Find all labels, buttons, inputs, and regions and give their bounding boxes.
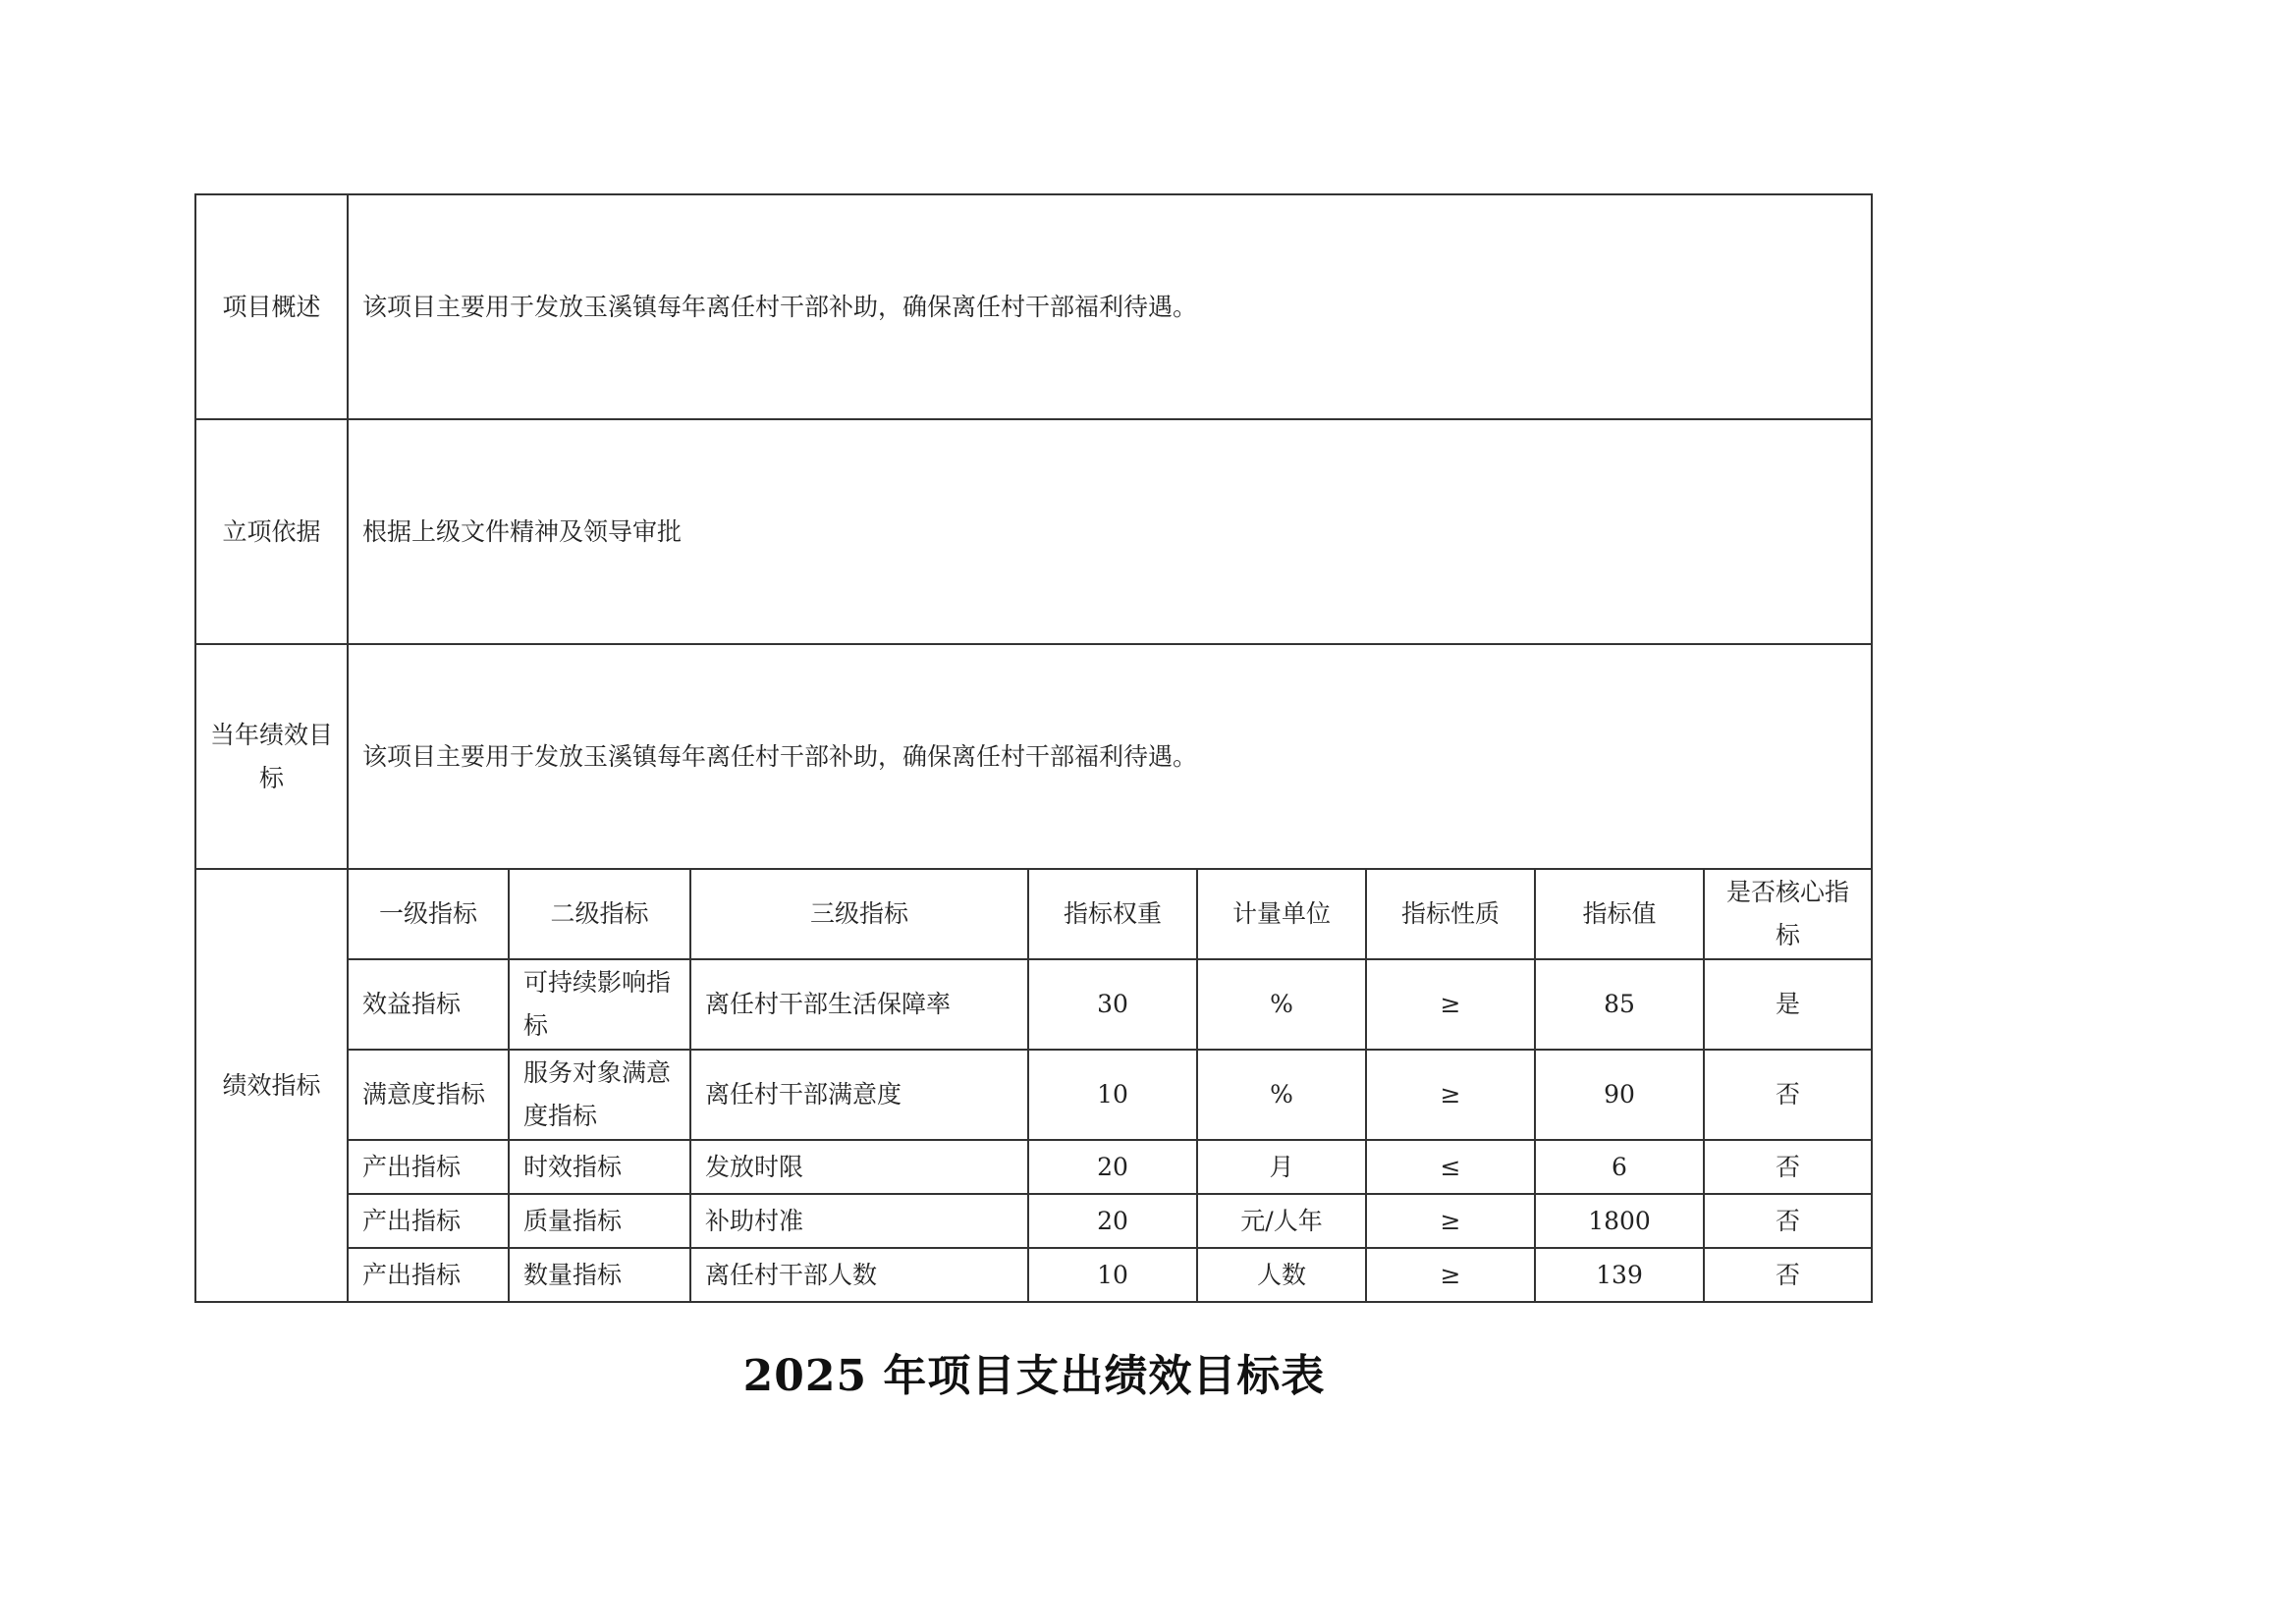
header-unit: 计量单位 bbox=[1197, 869, 1366, 959]
indicators-label: 绩效指标 bbox=[195, 869, 348, 1302]
level3-cell: 离任村干部生活保障率 bbox=[690, 959, 1028, 1050]
level2-cell: 可持续影响指标 bbox=[509, 959, 690, 1050]
annual-goal-text: 该项目主要用于发放玉溪镇每年离任村干部补助，确保离任村干部福利待遇。 bbox=[348, 644, 1872, 869]
table-row bbox=[195, 959, 1872, 1050]
level3-cell: 离任村干部满意度 bbox=[690, 1050, 1028, 1140]
overview-text: 该项目主要用于发放玉溪镇每年离任村干部补助，确保离任村干部福利待遇。 bbox=[348, 194, 1872, 419]
nature-cell: ≥ bbox=[1366, 1194, 1535, 1248]
value-cell: 1800 bbox=[1535, 1194, 1704, 1248]
level1-cell: 满意度指标 bbox=[348, 1050, 509, 1140]
level2-cell: 数量指标 bbox=[509, 1248, 690, 1302]
header-weight: 指标权重 bbox=[1028, 869, 1197, 959]
level2-cell: 质量指标 bbox=[509, 1194, 690, 1248]
header-value: 指标值 bbox=[1535, 869, 1704, 959]
overview-label: 项目概述 bbox=[195, 194, 348, 419]
level3-cell: 补助村准 bbox=[690, 1194, 1028, 1248]
table-row bbox=[195, 1194, 1872, 1248]
level2-cell: 服务对象满意度指标 bbox=[509, 1050, 690, 1140]
document-title: 2025 年项目支出绩效目标表 bbox=[742, 1351, 1326, 1401]
indicator-header-row bbox=[195, 869, 1872, 959]
value-cell: 6 bbox=[1535, 1140, 1704, 1194]
weight-cell: 20 bbox=[1028, 1194, 1197, 1248]
table-row bbox=[195, 1140, 1872, 1194]
core-cell: 否 bbox=[1704, 1050, 1872, 1140]
basis-label: 立项依据 bbox=[195, 419, 348, 644]
level3-cell: 发放时限 bbox=[690, 1140, 1028, 1194]
nature-cell: ≥ bbox=[1366, 1050, 1535, 1140]
level3-cell: 离任村干部人数 bbox=[690, 1248, 1028, 1302]
nature-cell: ≤ bbox=[1366, 1140, 1535, 1194]
header-level2: 二级指标 bbox=[509, 869, 690, 959]
performance-target-table bbox=[194, 193, 1873, 1303]
level1-cell: 产出指标 bbox=[348, 1248, 509, 1302]
weight-cell: 30 bbox=[1028, 959, 1197, 1050]
level1-cell: 效益指标 bbox=[348, 959, 509, 1050]
annual-goal-label: 当年绩效目标 bbox=[195, 644, 348, 869]
level1-cell: 产出指标 bbox=[348, 1140, 509, 1194]
nature-cell: ≥ bbox=[1366, 1248, 1535, 1302]
header-level1: 一级指标 bbox=[348, 869, 509, 959]
unit-cell: % bbox=[1197, 1050, 1366, 1140]
header-nature: 指标性质 bbox=[1366, 869, 1535, 959]
value-cell: 90 bbox=[1535, 1050, 1704, 1140]
overview-row bbox=[195, 194, 1872, 419]
table-row bbox=[195, 1248, 1872, 1302]
weight-cell: 20 bbox=[1028, 1140, 1197, 1194]
basis-row bbox=[195, 419, 1872, 644]
core-cell: 否 bbox=[1704, 1248, 1872, 1302]
header-core: 是否核心指标 bbox=[1704, 869, 1872, 959]
annual-goal-row bbox=[195, 644, 1872, 869]
unit-cell: 月 bbox=[1197, 1140, 1366, 1194]
weight-cell: 10 bbox=[1028, 1050, 1197, 1140]
level2-cell: 时效指标 bbox=[509, 1140, 690, 1194]
core-cell: 否 bbox=[1704, 1194, 1872, 1248]
weight-cell: 10 bbox=[1028, 1248, 1197, 1302]
header-level3: 三级指标 bbox=[690, 869, 1028, 959]
unit-cell: 人数 bbox=[1197, 1248, 1366, 1302]
value-cell: 139 bbox=[1535, 1248, 1704, 1302]
core-cell: 否 bbox=[1704, 1140, 1872, 1194]
value-cell: 85 bbox=[1535, 959, 1704, 1050]
nature-cell: ≥ bbox=[1366, 959, 1535, 1050]
unit-cell: % bbox=[1197, 959, 1366, 1050]
core-cell: 是 bbox=[1704, 959, 1872, 1050]
level1-cell: 产出指标 bbox=[348, 1194, 509, 1248]
table-row bbox=[195, 1050, 1872, 1140]
basis-text: 根据上级文件精神及领导审批 bbox=[348, 419, 1872, 644]
unit-cell: 元/人年 bbox=[1197, 1194, 1366, 1248]
